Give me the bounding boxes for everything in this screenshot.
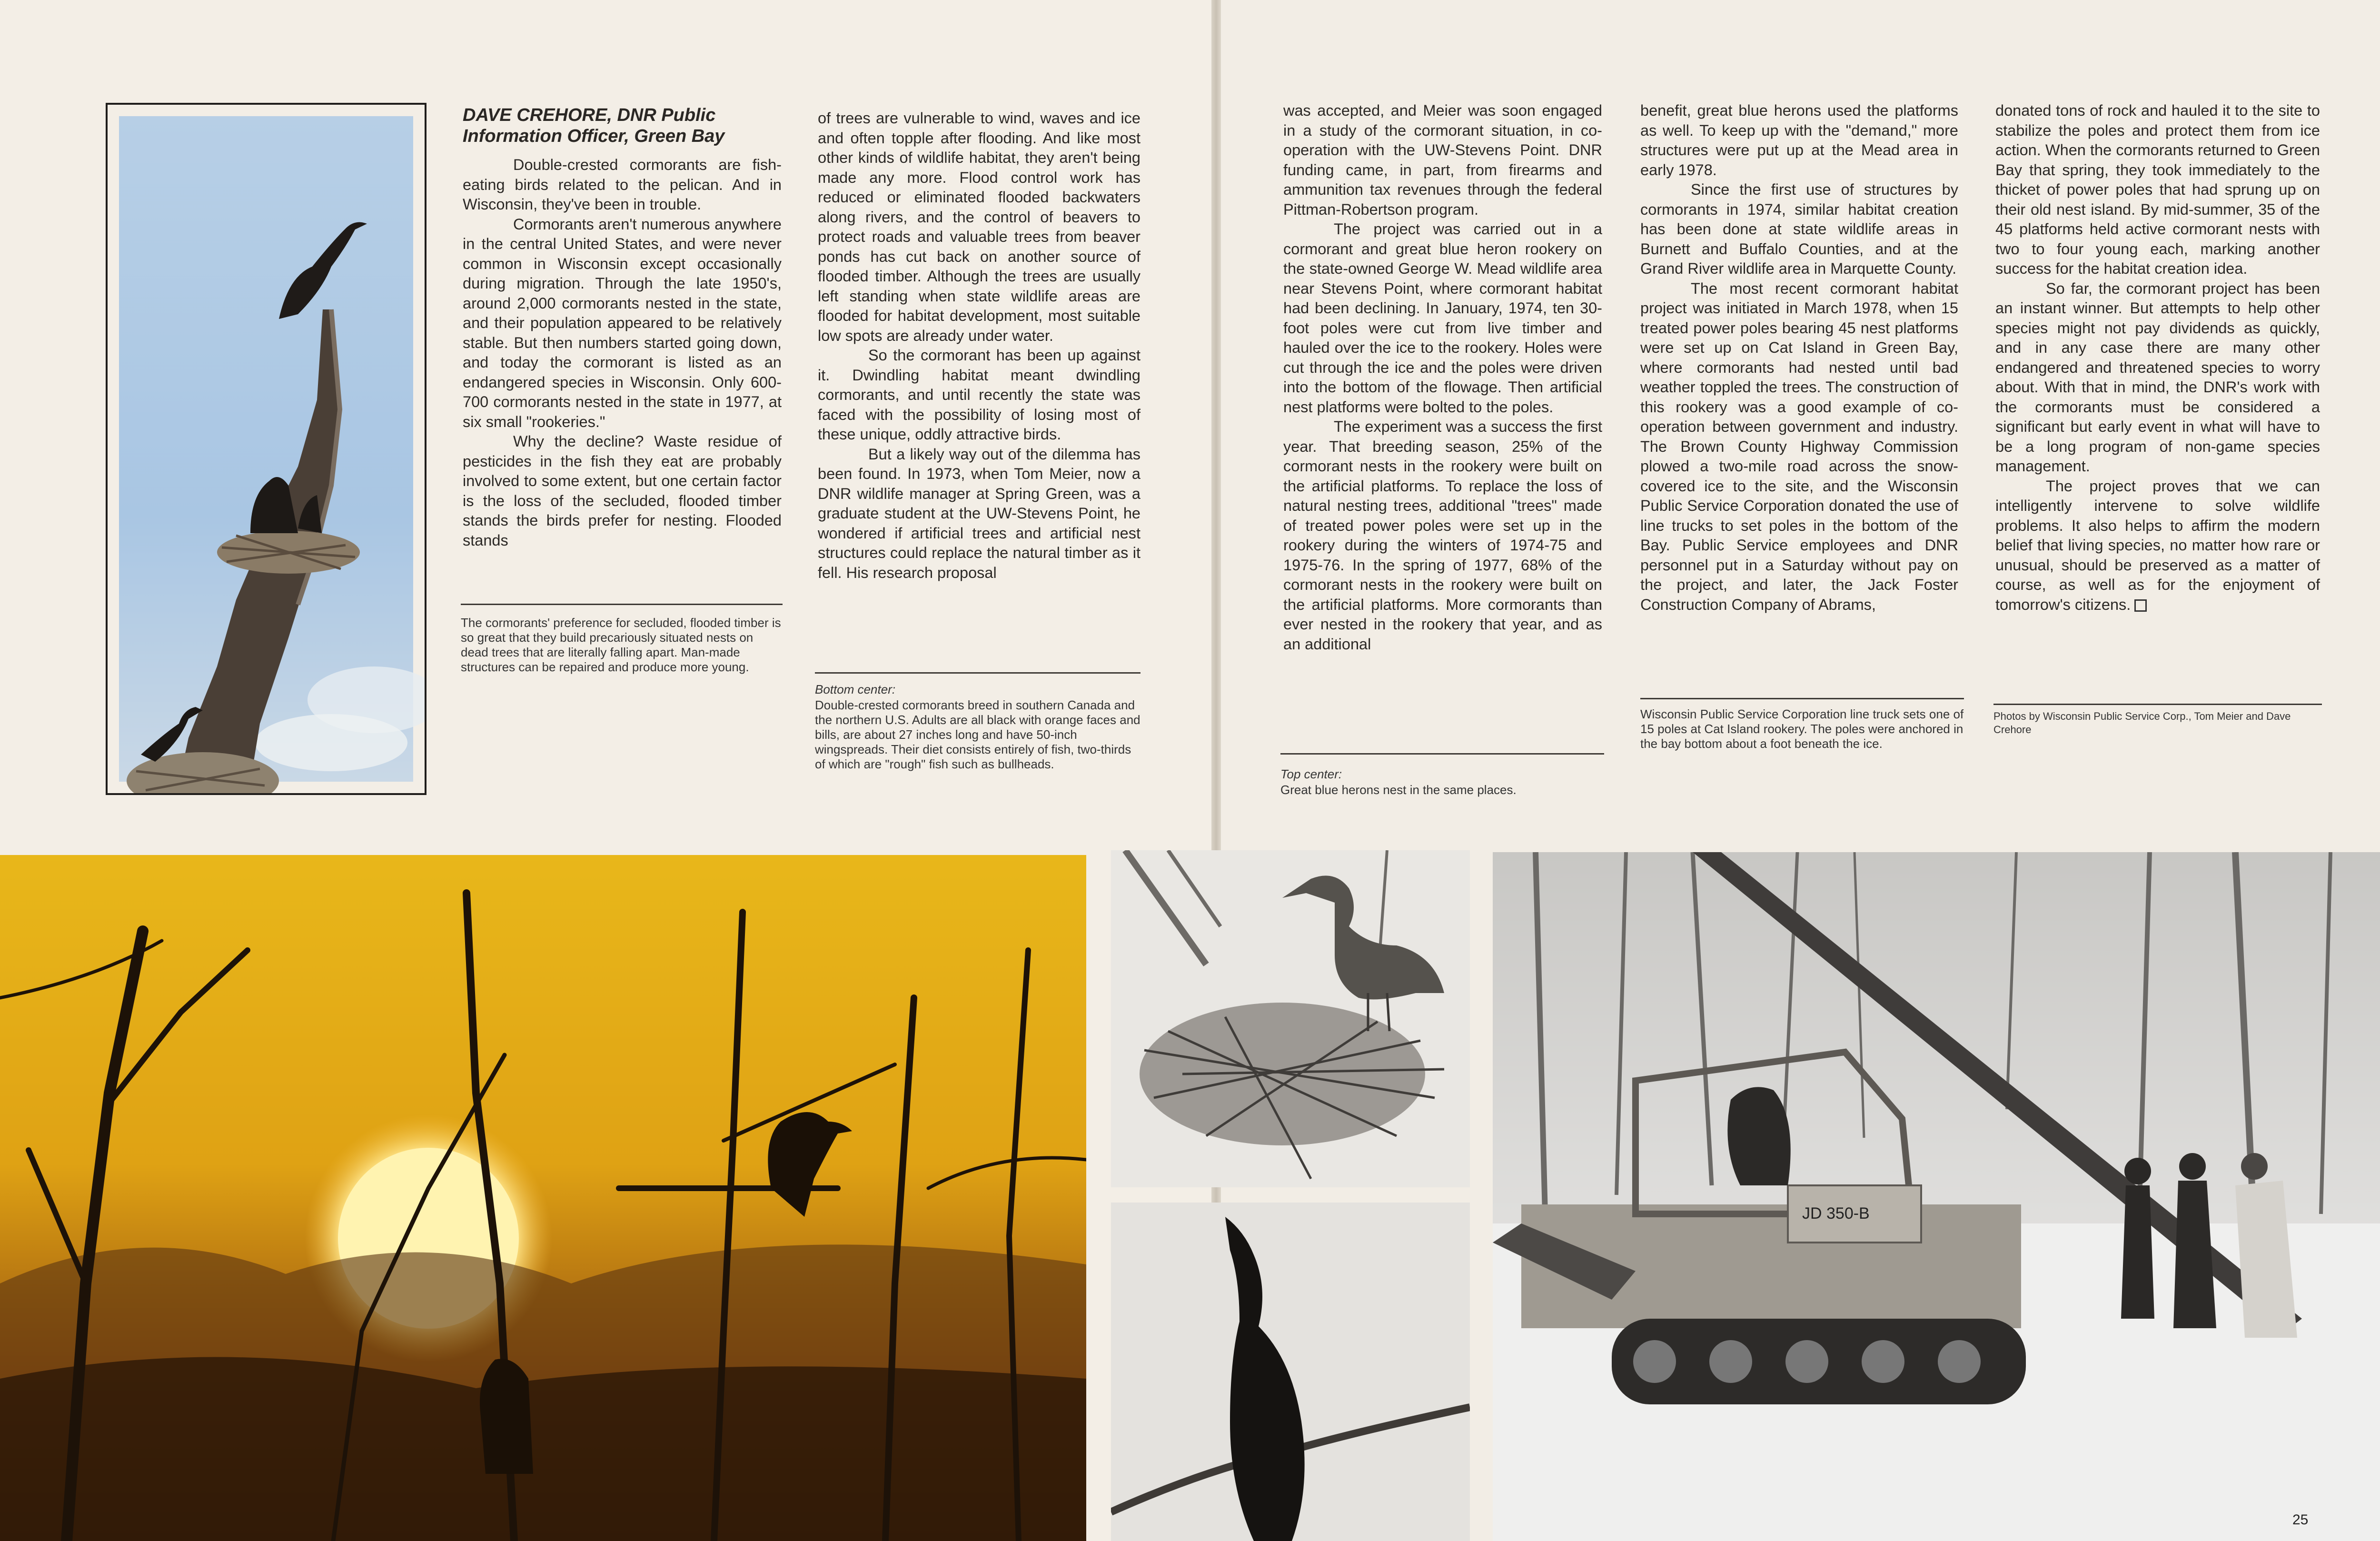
photo-credits <box>1993 704 2322 736</box>
caption-text: Great blue herons nest in the same places. <box>1280 783 1517 797</box>
article-column-5 <box>1995 101 2320 615</box>
photo-line-truck-snow <box>1493 852 2380 1541</box>
paragraph: The most recent cormorant habitat project was initiated in March 1978, when 15 treated power poles bearing 45 nest platforms were set up on Cat Island in Green Bay, where cormorants had nested until bad weather toppled the trees. The construction of this rookery was a good example of co-operation between government and industry. The Brown County Highway Commission plowed a two-mile road across the snow-covered ice to the site, and the Wisconsin Public Service Corporation donated the use of line trucks to set poles in the bottom of the Bay. Public Service employees and DNR personnel put in a Saturday without pay on the project, and later, the Jack Foster Construction Company of Abrams, <box>1640 279 1958 613</box>
paragraph <box>1995 477 2320 615</box>
paragraph: benefit, great blue herons used the platforms as well. To keep up with the "demand," more structures were put up at the Mead area in early 1978. <box>1640 102 1958 179</box>
article-column-4 <box>1640 101 1958 615</box>
paragraph: But a likely way out of the dilemma has been found. In 1973, when Tom Meier, now a DNR wildlife manager at Spring Green, was a graduate student at the UW-Stevens Point, he wondered if artificial trees and artificial nest structures could replace the natural timber as it fell. His research proposal <box>818 445 1140 581</box>
caption-text: Double-crested cormorants breed in southern Canada and the northern U.S. Adults are all black with orange faces and bills, are about 27 inches long and have 50-inch wingspreads. Their diet consists entirely of fish, two-thirds of which are "rough" fish such as bullheads. <box>815 698 1140 771</box>
paragraph: Cormorants aren't numerous anywhere in the central United States, and were never common in Wisconsin except occasionally during migration. Through the late 1950's, around 2,000 cormorants nested in the state, and their population appeared to be relatively stable. But then numbers started going down, and today the cormorant is listed as an endangered species in Wisconsin. Only 600-700 cormorants nested in the state in 1977, at six small "rookeries." <box>463 215 782 430</box>
paragraph: Double-crested cormorants are fish-eating birds related to the pelican. And in Wisconsin, they've been in trouble. <box>463 156 782 213</box>
paragraph-text: The project proves that we can intelligently intervene to solve wildlife problems. It also helps to affirm the modern belief that living species, no matter how rare or unusual, should be preserved as a matter of course, as well as for the enjoyment of tomorrow's citizens. <box>1995 477 2320 613</box>
caption-bottom-center <box>815 672 1140 772</box>
page-number: 25 <box>2292 1512 2309 1528</box>
article-column-3 <box>1283 101 1602 654</box>
photo-cormorants-dead-tree <box>106 103 426 795</box>
byline-line-2: Information Officer, Green Bay <box>463 126 725 146</box>
end-of-article-mark <box>2134 599 2147 612</box>
article-column-2 <box>818 109 1140 583</box>
caption-text: The cormorants' preference for secluded, flooded timber is so great that they build precariously situated nests on dead trees that are literally falling apart. Man-made structures can be repaired and produce more young. <box>461 616 781 674</box>
caption-heading: Top center: <box>1280 767 1342 781</box>
paragraph: The experiment was a success the first year. That breeding season, 25% of the cormorant nests in the rookery were built on the artificial platforms. To replace the loss of natural nesting trees, additional "trees" made of treated power poles were set up in the rookery during the winters of 1974-75 and 1975-76. In the spring of 1977, 68% of the cormorant nests in the rookery were built on the artificial platforms. More cormorants than ever nested in the rookery that year, and as an additional <box>1283 418 1602 653</box>
article-column-1 <box>463 155 782 550</box>
paragraph: was accepted, and Meier was soon engaged in a study of the cormorant situation, in co-operation with the UW-Stevens Point. DNR funding came, in part, from firearms and ammunition tax revenues through the federal Pittman-Robertson program. <box>1283 102 1602 218</box>
caption-heading: Bottom center: <box>815 682 896 696</box>
paragraph: So far, the cormorant project has been an instant winner. But attempts to help other species might not pay dividends as quickly, and in any case there are many other endangered and threatened species to worry about. With that in mind, the DNR's work with the cormorants must be considered a significant but early event in what will have to be a long program of non-game species management. <box>1995 279 2320 475</box>
byline-line-1: DAVE CREHORE, DNR Public <box>463 105 716 125</box>
paragraph: of trees are vulnerable to wind, waves and ice and often topple after flooding. And like most other kinds of wildlife habitat, they aren't being made any more. Flood control work has reduced or eliminated flooded backwaters along rivers, and the control of beavers to protect roads and valuable trees from beaver ponds has cut back on another source of flooded timber. Although the trees are usually left standing when state wildlife areas are flooded for habitat development, most suitable low spots are already under water. <box>818 109 1140 344</box>
caption-dead-tree <box>461 604 783 675</box>
paragraph: donated tons of rock and hauled it to the site to stabilize the poles and protect them from ice action. When the cormorants returned to Green Bay that spring, they took immediately to the thicket of power poles that had sprung up on their old nest island. By mid-summer, 35 of the 45 platforms held active cormorant nests with two to four young each, marking another success for the habitat creation idea. <box>1995 102 2320 277</box>
caption-top-center <box>1280 753 1604 797</box>
truck-plate-text: JD 350-B <box>1802 1204 1870 1223</box>
photo-sunset-cormorants <box>0 855 1086 1541</box>
byline <box>463 105 782 151</box>
paragraph: So the cormorant has been up against it. Dwindling habitat meant dwindling cormorants, and until recently the state was faced with the possibility of losing most of these unique, oddly attractive birds. <box>818 347 1140 443</box>
caption-text: Wisconsin Public Service Corporation line truck sets one of 15 poles at Cat Island rookery. The poles were anchored in the bay bottom about a foot beneath the ice. <box>1640 707 1964 751</box>
credits-text: Photos by Wisconsin Public Service Corp., Tom Meier and Dave Crehore <box>1993 710 2291 736</box>
photo-heron-nest <box>1111 850 1470 1187</box>
paragraph: Why the decline? Waste residue of pesticides in the fish they eat are probably involved to some extent, but one certain factor is the loss of the secluded, flooded timber stands the birds prefer for nesting. Flooded stands <box>463 433 782 549</box>
paragraph: Since the first use of structures by cormorants in 1974, similar habitat creation has been done at state wildlife areas in Burnett and Buffalo Counties, and at the Grand River wildlife area in Marquette County. <box>1640 181 1958 277</box>
paragraph: The project was carried out in a cormorant and great blue heron rookery on the state-owned George W. Mead wildlife area near Stevens Point, where cormorant habitat had been declining. In January, 1974, ten 30-foot poles were cut from live timber and hauled over the ice to the rookery. Holes were cut through the ice and the poles were driven into the bottom of the flowage. Then artificial nest platforms were bolted to the poles. <box>1283 220 1602 416</box>
photo-cormorant-branch <box>1111 1203 1470 1541</box>
caption-line-truck <box>1640 698 1964 751</box>
